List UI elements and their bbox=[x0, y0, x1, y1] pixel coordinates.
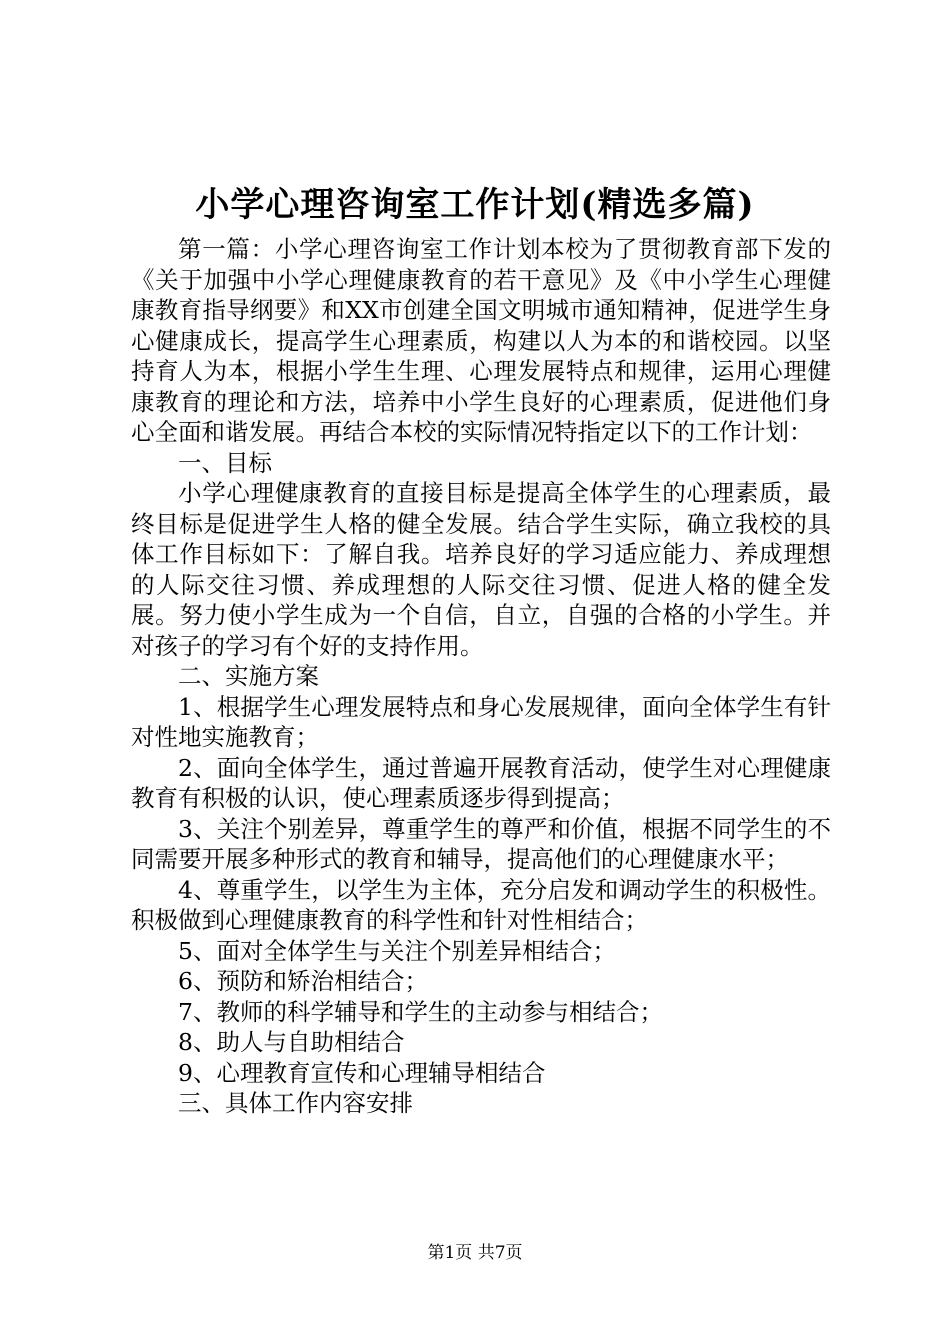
list-item-3: 3、关注个别差异，尊重学生的尊严和价值，根据不同学生的不同需要开展多种形式的教育和辅导，提高他们的心理健康水平； bbox=[131, 814, 831, 873]
heading-work-arrangement: 三、具体工作内容安排 bbox=[178, 1089, 413, 1117]
heading-implementation: 二、实施方案 bbox=[178, 662, 319, 690]
list-item-5: 5、面对全体学生与关注个别差异相结合； bbox=[178, 936, 616, 965]
paragraph-goals: 小学心理健康教育的直接目标是提高全体学生的心理素质，最终目标是促进学生人格的健全发展。结合学生实际，确立我校的具体工作目标如下：了解自我。培养良好的学习适应能力、养成理想的人际交往习惯、养成理想的人际交往习惯、促进人格的健全发展。努力使小学生成为一个自信，自立，自强的合格的小学生。并对孩子的学习有个好的支持作用。 bbox=[131, 479, 831, 660]
list-item-8: 8、助人与自助相结合 bbox=[178, 1028, 405, 1056]
page-footer: 第1页 共7页 bbox=[427, 1243, 523, 1263]
heading-goals: 一、目标 bbox=[178, 448, 272, 477]
list-item-9: 9、心理教育宣传和心理辅导相结合 bbox=[178, 1058, 546, 1087]
paragraph-intro: 第一篇：小学心理咨询室工作计划本校为了贯彻教育部下发的《关于加强中小学心理健康教育的若干意见》及《中小学生心理健康教育指导纲要》和XX市创建全国文明城市通知精神，促进学生身心健康成长，提高学生心理素质，构建以人为本的和谐校园。以坚持育人为本，根据小学生生理、心理发展特点和规律，运用心理健康教育的理论和方法，培养中小学生良好的心理素质，促进他们身心全面和谐发展。再结合本校的实际情况特指定以下的工作计划： bbox=[131, 235, 831, 446]
list-item-2: 2、面向全体学生，通过普遍开展教育活动，使学生对心理健康教育有积极的认识，使心理素质逐步得到提高； bbox=[131, 753, 831, 812]
list-item-1: 1、根据学生心理发展特点和身心发展规律，面向全体学生有针对性地实施教育； bbox=[131, 692, 831, 751]
list-item-6: 6、预防和矫治相结合； bbox=[178, 967, 428, 995]
document-body bbox=[131, 234, 831, 1119]
list-item-4: 4、尊重学生，以学生为主体，充分启发和调动学生的积极性。积极做到心理健康教育的科学性和针对性相结合； bbox=[131, 875, 831, 934]
list-item-7: 7、教师的科学辅导和学生的主动参与相结合； bbox=[178, 997, 663, 1026]
document-title: 小学心理咨询室工作计划(精选多篇) bbox=[195, 185, 755, 225]
